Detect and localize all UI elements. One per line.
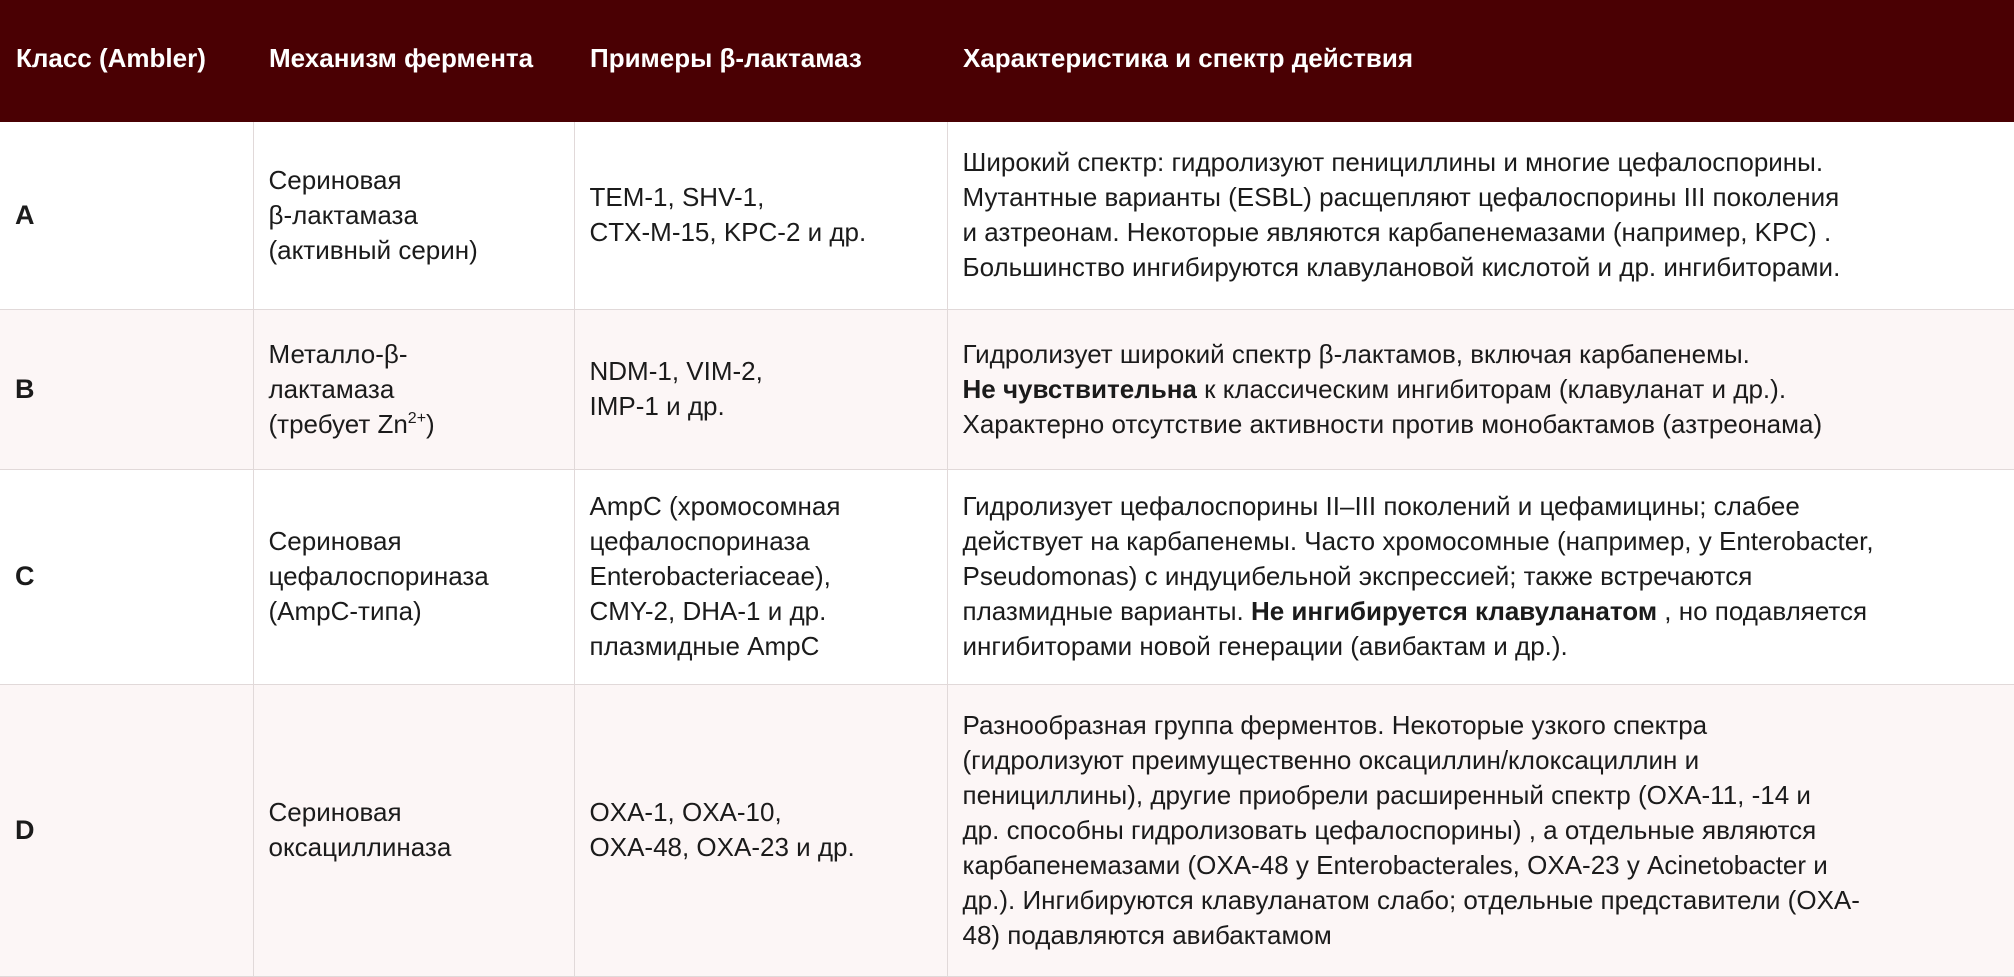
mechanism-line: Сериновая bbox=[268, 164, 402, 195]
description-cell bbox=[947, 684, 2014, 976]
description-line: др.). Ингибируются клавуланатом слабо; отдельные представители (OXA- bbox=[962, 884, 1860, 915]
class-cell: C bbox=[0, 469, 253, 684]
table-row-class-c bbox=[0, 469, 2014, 684]
description-line: Разнообразная группа ферментов. Некоторые узкого спектра bbox=[962, 709, 1708, 740]
header-mechanism: Механизм фермента bbox=[269, 42, 534, 73]
emphasis-text: Не чувствительна bbox=[962, 373, 1197, 404]
mechanism-text: (требует Zn bbox=[268, 408, 408, 439]
mechanism-line: лактамаза bbox=[268, 373, 395, 404]
mechanism-line: оксациллиназа bbox=[268, 832, 452, 862]
mechanism-line: Металло-β- bbox=[268, 338, 408, 369]
mechanism-line: Сериновая bbox=[268, 797, 402, 827]
examples-line: IMP-1 и др. bbox=[589, 391, 725, 421]
examples-line: OXA-48, OXA-23 и др. bbox=[589, 832, 855, 862]
description-line: ингибиторами новой генерации (авибактам и др.). bbox=[962, 631, 1568, 661]
description-line: и азтреонам. Некоторые являются карбапенемазами (например, KPC) . bbox=[962, 217, 1832, 248]
mechanism-line: (активный серин) bbox=[268, 234, 478, 265]
description-line: Большинство ингибируются клавулановой кислотой и др. ингибиторами. bbox=[962, 252, 1841, 283]
class-cell: A bbox=[0, 122, 253, 309]
description-text: к классическим ингибиторам (клавуланат и др.). bbox=[1196, 373, 1787, 404]
header-class: Класс (Ambler) bbox=[16, 42, 206, 73]
examples-cell bbox=[574, 684, 947, 976]
description-line: Pseudomonas) с индуцибельной экспрессией; также встречаются bbox=[962, 561, 1753, 591]
examples-line: OXA-1, OXA-10, bbox=[589, 797, 782, 827]
mechanism-line: цефалоспориназа bbox=[268, 561, 489, 591]
description-cell bbox=[947, 309, 2014, 469]
examples-line: CMY-2, DHA-1 и др. bbox=[589, 596, 827, 626]
description-line: Широкий спектр: гидролизуют пенициллины и многие цефалоспорины. bbox=[962, 147, 1824, 178]
mechanism-line: β-лактамаза bbox=[268, 199, 418, 230]
table-row-class-d bbox=[0, 684, 2014, 976]
description-cell bbox=[947, 122, 2014, 309]
table-row-class-a bbox=[0, 122, 2014, 309]
description-line bbox=[963, 594, 2009, 629]
mechanism-text: ) bbox=[426, 408, 435, 439]
description-line: действует на карбапенемы. Часто хромосомные (например, у Enterobacter, bbox=[962, 526, 1874, 556]
description-line: карбапенемазами (OXA-48 у Enterobacterales, OXA-23 у Acinetobacter и bbox=[962, 849, 1828, 880]
header-examples: Примеры β-лактамаз bbox=[590, 42, 862, 73]
mechanism-cell bbox=[253, 684, 574, 976]
mechanism-line: Сериновая bbox=[268, 526, 402, 556]
examples-cell bbox=[574, 122, 947, 309]
description-line: пенициллины), другие приобрели расширенный спектр (OXA-11, -14 и bbox=[962, 779, 1811, 810]
mechanism-line bbox=[269, 407, 558, 442]
examples-line: плазмидные AmpC bbox=[589, 631, 820, 661]
class-cell: B bbox=[0, 309, 253, 469]
description-line bbox=[963, 372, 2009, 407]
examples-line: NDM-1, VIM-2, bbox=[589, 356, 763, 386]
description-line: Мутантные варианты (ESBL) расщепляют цефалоспорины III поколения bbox=[962, 182, 1840, 213]
table-row-class-b bbox=[0, 309, 2014, 469]
emphasis-text: Не ингибируется клавуланатом bbox=[1250, 596, 1658, 626]
examples-line: TEM-1, SHV-1, bbox=[589, 182, 765, 213]
description-line: (гидролизуют преимущественно оксациллин/клоксациллин и bbox=[962, 744, 1700, 775]
mechanism-cell bbox=[253, 469, 574, 684]
description-text: плазмидные варианты. bbox=[962, 596, 1251, 626]
examples-line: AmpC (хромосомная bbox=[589, 491, 841, 521]
mechanism-cell bbox=[253, 122, 574, 309]
mechanism-line: (AmpC-типа) bbox=[268, 596, 422, 626]
mechanism-cell bbox=[253, 309, 574, 469]
description-line: Гидролизует широкий спектр β-лактамов, включая карбапенемы. bbox=[962, 338, 1750, 369]
description-cell bbox=[947, 469, 2014, 684]
examples-line: цефалоспориназа bbox=[589, 526, 810, 556]
description-line: др. способны гидролизовать цефалоспорины) , а отдельные являются bbox=[962, 814, 1817, 845]
description-line: Гидролизует цефалоспорины II–III поколений и цефамицины; слабее bbox=[962, 491, 1800, 521]
description-text: , но подавляется bbox=[1657, 596, 1868, 626]
class-cell: D bbox=[0, 684, 253, 976]
table-header bbox=[0, 0, 2014, 122]
examples-line: Enterobacteriaceae), bbox=[589, 561, 831, 591]
header-row bbox=[0, 0, 2014, 122]
examples-cell bbox=[574, 309, 947, 469]
examples-cell bbox=[574, 469, 947, 684]
header-description: Характеристика и спектр действия bbox=[963, 42, 1414, 73]
zinc-charge-superscript: 2+ bbox=[407, 409, 427, 427]
description-line: 48) подавляются авибактамом bbox=[962, 919, 1332, 950]
examples-line: CTX-M-15, KPC-2 и др. bbox=[589, 217, 867, 248]
description-line: Характерно отсутствие активности против монобактамов (азтреонама) bbox=[962, 408, 1823, 439]
